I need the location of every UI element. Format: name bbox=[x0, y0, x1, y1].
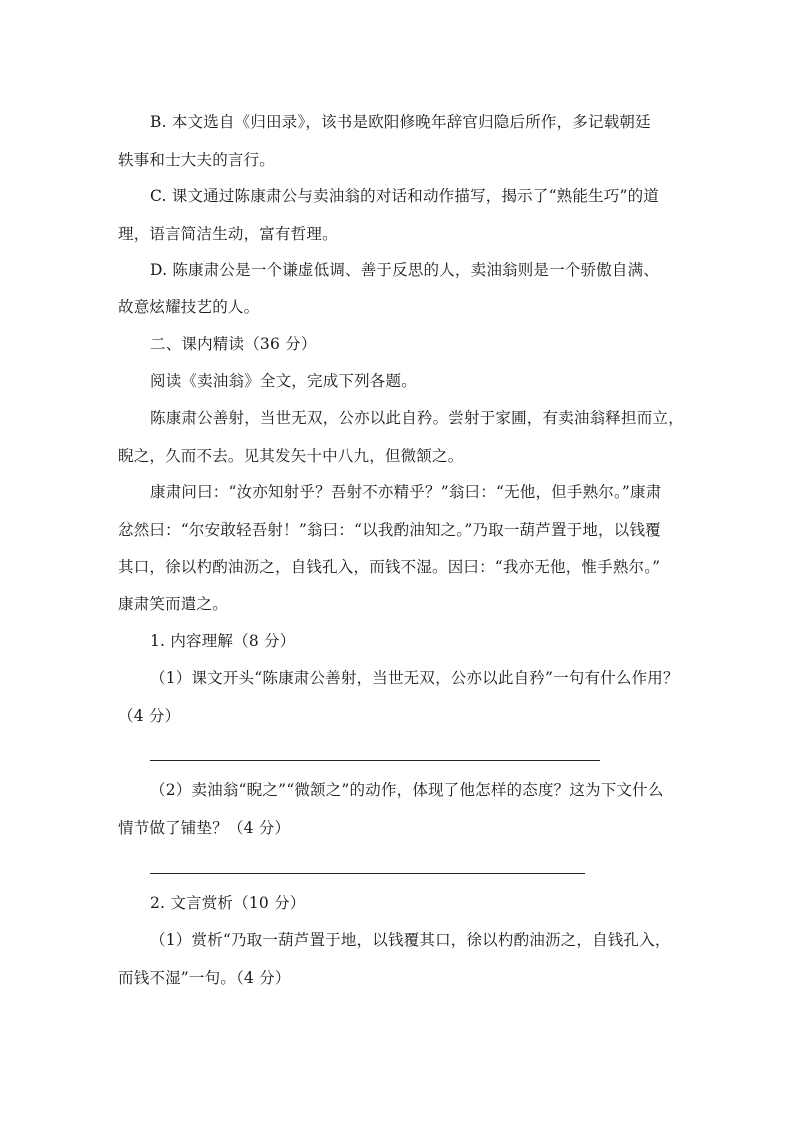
question-2-1-line-2: 而钱不湿”一句。（4 分） bbox=[118, 969, 291, 987]
section-two-heading: 二、课内精读（36 分） bbox=[150, 335, 317, 353]
option-c-line-2: 理，语言简洁生动，富有哲理。 bbox=[118, 225, 338, 243]
question-1-1-line-1: （1）课文开头“陈康肃公善射，当世无双，公亦以此自矜”一句有什么作用？ bbox=[150, 669, 679, 687]
option-d-line-1: D. 陈康肃公是一个谦虚低调、善于反思的人，卖油翁则是一个骄傲自满、 bbox=[150, 261, 660, 279]
passage-p1-line-1: 陈康肃公善射，当世无双，公亦以此自矜。尝射于家圃，有卖油翁释担而立， bbox=[150, 409, 684, 427]
answer-line-1[interactable] bbox=[150, 760, 600, 761]
passage-p1-line-2: 睨之，久而不去。见其发矢十中八九，但微颔之。 bbox=[118, 447, 464, 465]
option-d-line-2: 故意炫耀技艺的人。 bbox=[118, 298, 260, 316]
option-c-line-1: C. 课文通过陈康肃公与卖油翁的对话和动作描写，揭示了“熟能生巧”的道 bbox=[150, 187, 660, 205]
question-1-2-line-1: （2）卖油翁“睨之”“微颔之”的动作，体现了他怎样的态度？这为下文什么 bbox=[150, 781, 664, 799]
passage-p2-line-4: 康肃笑而遣之。 bbox=[118, 595, 228, 613]
option-b-line-1: B. 本文选自《归田录》，该书是欧阳修晚年辞官归隐后所作，多记载朝廷 bbox=[150, 113, 651, 131]
option-b-line-2: 轶事和士大夫的言行。 bbox=[118, 151, 276, 169]
question-1-2-line-2: 情节做了铺垫？（4 分） bbox=[118, 819, 291, 837]
reading-instruction: 阅读《卖油翁》全文，完成下列各题。 bbox=[150, 372, 417, 390]
passage-p2-line-3: 其口，徐以杓酌油沥之，自钱孔入，而钱不湿。因曰：“我亦无他，惟手熟尔。” bbox=[118, 558, 661, 576]
question-1-heading: 1. 内容理解（8 分） bbox=[150, 632, 296, 650]
answer-line-2[interactable] bbox=[150, 873, 585, 874]
passage-p2-line-2: 忿然曰：“尔安敢轻吾射！”翁曰：“以我酌油知之。”乃取一葫芦置于地，以钱覆 bbox=[118, 521, 661, 539]
question-2-heading: 2. 文言赏析（10 分） bbox=[150, 894, 306, 912]
passage-p2-line-1: 康肃问曰：“汝亦知射乎？吾射不亦精乎？”翁曰：“无他，但手熟尔。”康肃 bbox=[150, 483, 662, 501]
question-1-1-line-2: （4 分） bbox=[118, 707, 181, 725]
question-2-1-line-1: （1）赏析“乃取一葫芦置于地，以钱覆其口，徐以杓酌油沥之，自钱孔入， bbox=[150, 931, 671, 949]
